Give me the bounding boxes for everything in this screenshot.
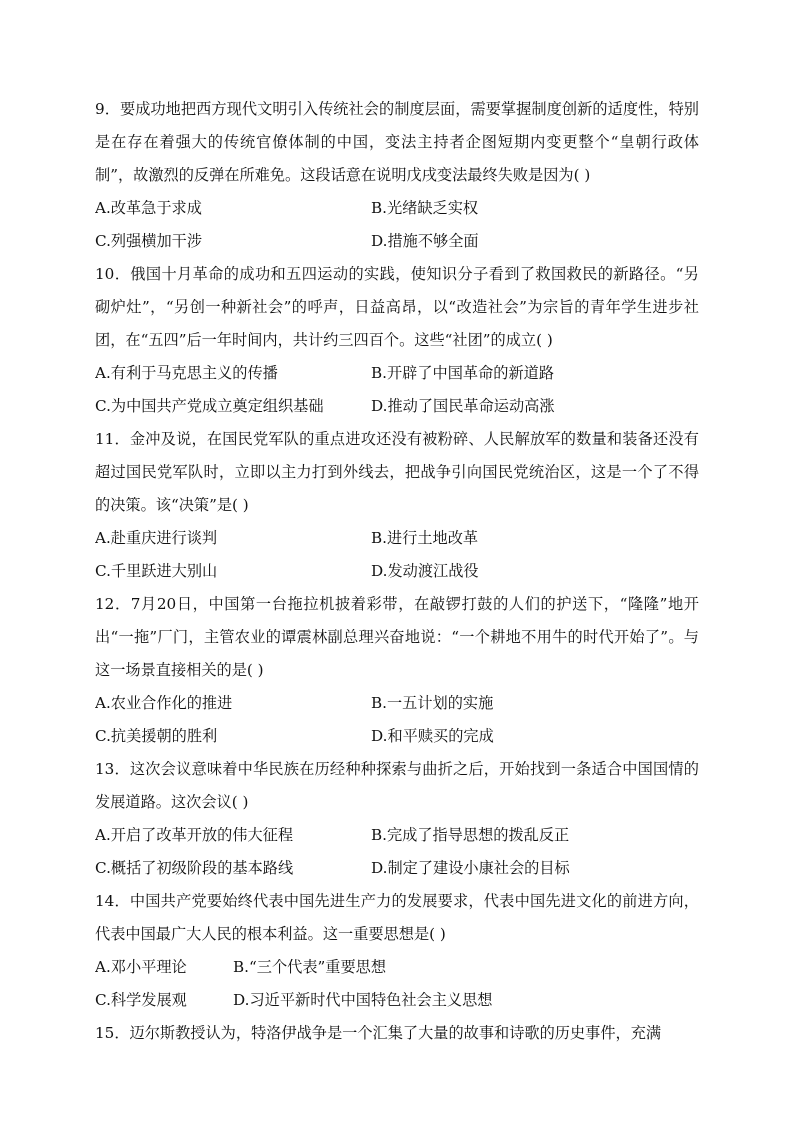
option-a[interactable]: A.有利于马克思主义的传播	[95, 364, 278, 382]
question-10	[95, 258, 699, 423]
question-15	[95, 1017, 699, 1050]
question-13	[95, 753, 699, 885]
option-list	[95, 687, 699, 753]
option-a[interactable]: A.农业合作化的推进	[95, 694, 233, 712]
option-b[interactable]: B.“三个代表”重要思想	[233, 958, 387, 976]
option-b[interactable]: B.开辟了中国革命的新道路	[371, 364, 555, 382]
question-stem: 15．迈尔斯教授认为，特洛伊战争是一个汇集了大量的故事和诗歌的历史事件，充满	[95, 1024, 662, 1042]
option-b[interactable]: B.一五计划的实施	[371, 694, 494, 712]
option-a[interactable]: A.赴重庆进行谈判	[95, 529, 218, 547]
question-11	[95, 423, 699, 588]
option-d[interactable]: D.习近平新时代中国特色社会主义思想	[233, 991, 493, 1009]
question-stem: 11．金冲及说，在国民党军队的重点进攻还没有被粉碎、人民解放军的数量和装备还没有超过国民党军队时，立即以主力打到外线去，把战争引向国民党统治区，这是一个了不得的决策。该“决策”是( )	[95, 430, 699, 514]
option-c[interactable]: C.概括了初级阶段的基本路线	[95, 859, 294, 877]
option-b[interactable]: B.光绪缺乏实权	[371, 199, 479, 217]
option-d[interactable]: D.发动渡江战役	[371, 562, 479, 580]
option-list	[95, 951, 699, 1017]
option-c[interactable]: C.为中国共产党成立奠定组织基础	[95, 397, 324, 415]
question-stem: 9．要成功地把西方现代文明引入传统社会的制度层面，需要掌握制度创新的适度性，特别是在存在着强大的传统官僚体制的中国，变法主持者企图短期内变更整个“皇朝行政体制”，故激烈的反弹在所难免。这段话意在说明戊戌变法最终失败是因为( )	[95, 100, 699, 184]
option-b[interactable]: B.进行土地改革	[371, 529, 479, 547]
question-page	[95, 93, 699, 1050]
question-14	[95, 885, 699, 1017]
option-d[interactable]: D.推动了国民革命运动高涨	[371, 397, 555, 415]
question-stem: 10．俄国十月革命的成功和五四运动的实践，使知识分子看到了救国救民的新路径。“另砌炉灶”，“另创一种新社会”的呼声，日益高昂，以“改造社会”为宗旨的青年学生进步社团，在“五四”后一年时间内，共计约三四百个。这些“社团”的成立( )	[95, 265, 699, 349]
option-list	[95, 357, 699, 423]
question-stem: 13．这次会议意味着中华民族在历经种种探索与曲折之后，开始找到一条适合中国国情的发展道路。这次会议( )	[95, 760, 699, 811]
option-a[interactable]: A.邓小平理论	[95, 958, 187, 976]
question-stem: 12．7月20日，中国第一台拖拉机披着彩带，在敲锣打鼓的人们的护送下，“隆隆”地开出“一拖”厂门，主管农业的谭震林副总理兴奋地说：“一个耕地不用牛的时代开始了”。与这一场景直接相关的是( )	[95, 595, 699, 679]
option-c[interactable]: C.列强横加干涉	[95, 232, 203, 250]
option-b[interactable]: B.完成了指导思想的拨乱反正	[371, 826, 570, 844]
option-d[interactable]: D.制定了建设小康社会的目标	[371, 859, 570, 877]
question-stem: 14．中国共产党要始终代表中国先进生产力的发展要求，代表中国先进文化的前进方向，代表中国最广大人民的根本利益。这一重要思想是( )	[95, 892, 699, 943]
question-9	[95, 93, 699, 258]
option-list	[95, 819, 699, 885]
option-d[interactable]: D.和平赎买的完成	[371, 727, 494, 745]
option-c[interactable]: C.抗美援朝的胜利	[95, 727, 218, 745]
option-c[interactable]: C.科学发展观	[95, 991, 187, 1009]
option-a[interactable]: A.改革急于求成	[95, 199, 202, 217]
option-c[interactable]: C.千里跃进大别山	[95, 562, 218, 580]
question-12	[95, 588, 699, 753]
option-a[interactable]: A.开启了改革开放的伟大征程	[95, 826, 294, 844]
option-list	[95, 522, 699, 588]
option-d[interactable]: D.措施不够全面	[371, 232, 479, 250]
option-list	[95, 192, 699, 258]
